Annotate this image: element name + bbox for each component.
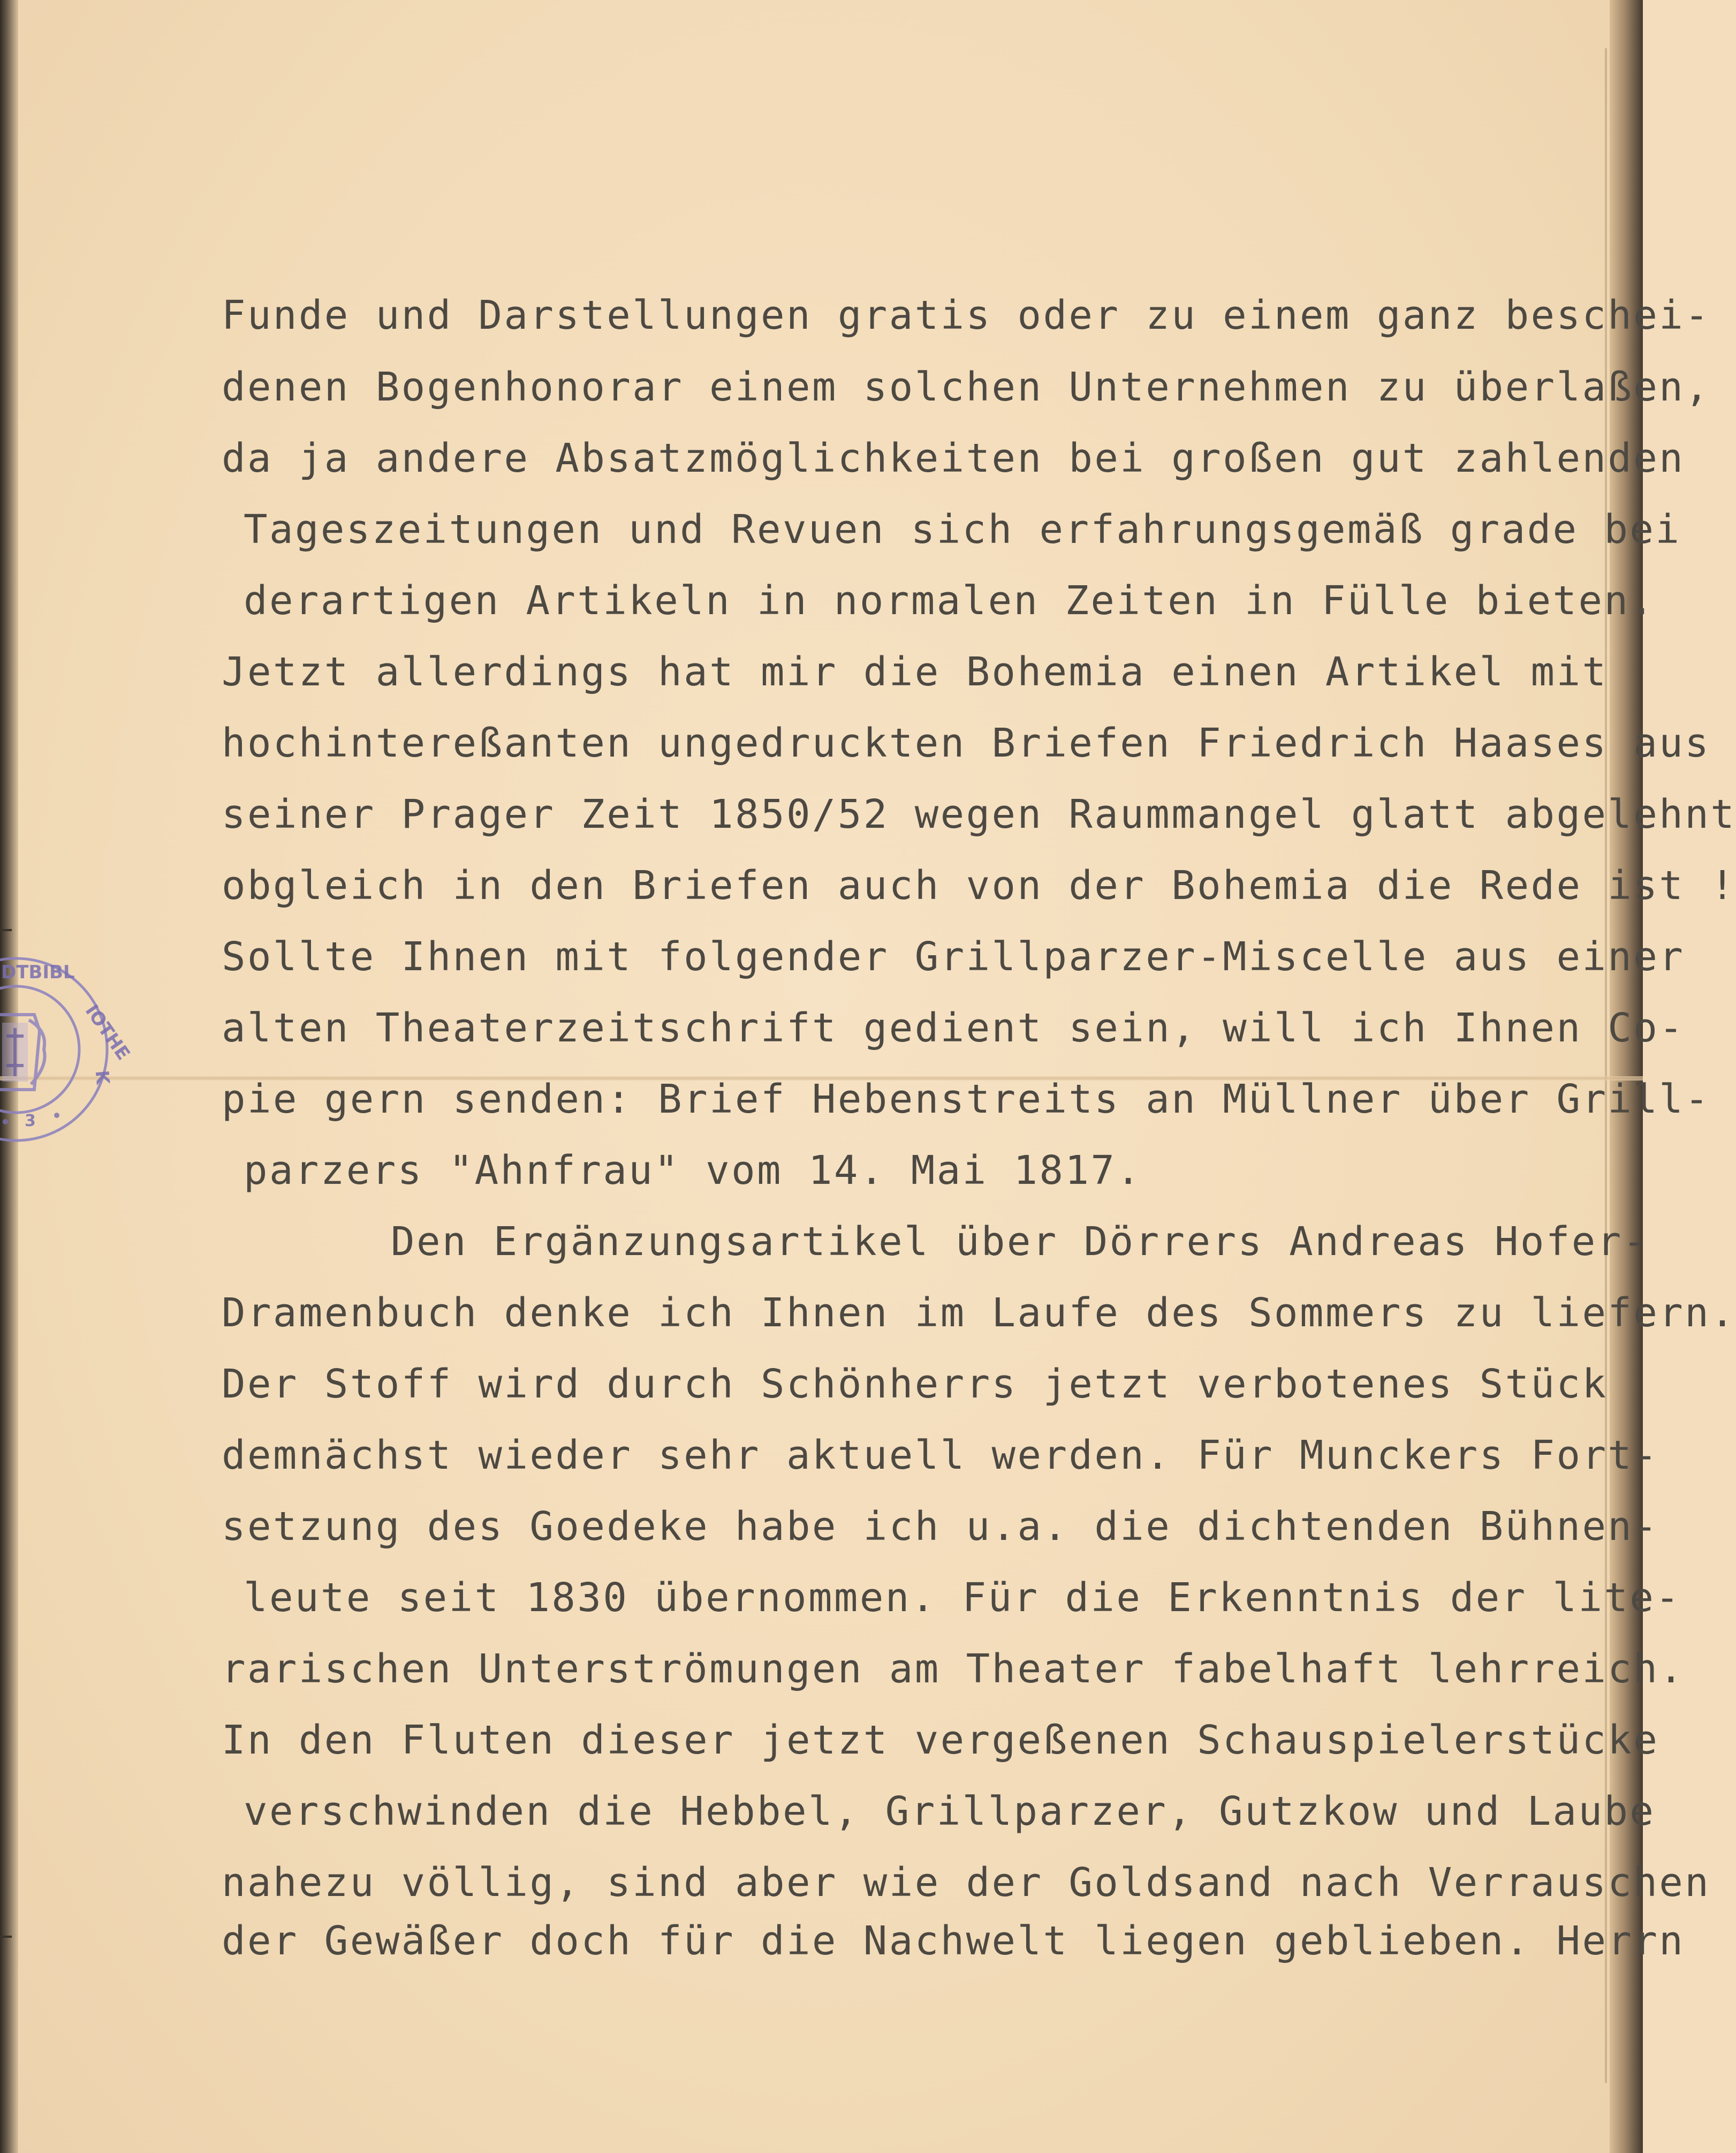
stamp-text-fragment-end: K [90, 1069, 113, 1086]
text-line: da ja andere Absatzmöglichkeiten bei großen gut zahlenden [222, 435, 1685, 481]
stamp-number: 3 [25, 1112, 36, 1130]
text-line: parzers "Ahnfrau" vom 14. Mai 1817. [244, 1147, 1142, 1193]
text-line: pie gern senden: Brief Hebenstreits an Müllner über Grill- [222, 1076, 1711, 1122]
text-line: alten Theaterzeitschrift gedient sein, will ich Ihnen Co- [222, 1005, 1685, 1051]
text-line: obgleich in den Briefen auch von der Bohemia die Rede ist ! [222, 863, 1736, 909]
text-line: seiner Prager Zeit 1850/52 wegen Raummangel glatt abgelehnt [222, 791, 1736, 837]
text-line: nahezu völlig, sind aber wie der Goldsand nach Verrauschen [222, 1860, 1711, 1906]
text-line: der Gewäßer doch für die Nachwelt liegen geblieben. Herrn [222, 1918, 1685, 1964]
text-line: rarischen Unterströmungen am Theater fabelhaft lehrreich. [222, 1646, 1685, 1692]
stamp-text-fragment-side: IOTHE [80, 1001, 134, 1064]
text-line: Dramenbuch denke ich Ihnen im Laufe des Sommers zu liefern. [222, 1290, 1736, 1336]
text-line: demnächst wieder sehr aktuell werden. Für Munckers Fort- [222, 1432, 1659, 1478]
text-line: In den Fluten dieser jetzt vergeßenen Schauspielerstücke [222, 1717, 1659, 1763]
text-line: Funde und Darstellungen gratis oder zu einem ganz beschei- [222, 292, 1711, 338]
text-line: hochintereßanten ungedruckten Briefen Friedrich Haases aus [222, 720, 1711, 766]
text-line: Tageszeitungen und Revuen sich erfahrungsgemäß grade bei [244, 507, 1681, 553]
text-line: leute seit 1830 übernommen. Für die Erkenntnis der lite- [244, 1575, 1681, 1621]
text-line: Den Ergänzungsartikel über Dörrers Andreas Hofer- [391, 1219, 1649, 1265]
text-line: derartigen Artikeln in normalen Zeiten in Fülle bieten. [244, 578, 1656, 624]
text-line: verschwinden die Hebbel, Grillparzer, Gutzkow und Laube [244, 1788, 1656, 1834]
text-line: Sollte Ihnen mit folgender Grillparzer-Miscelle aus einer [222, 934, 1685, 980]
text-line: Jetzt allerdings hat mir die Bohemia einen Artikel mit [222, 649, 1608, 695]
text-line: setzung des Goedeke habe ich u.a. die dichtenden Bühnen- [222, 1504, 1659, 1550]
stamp-text-fragment-top: DTBIBL [1, 962, 75, 983]
text-line: Der Stoff wird durch Schönherrs jetzt verbotenes Stück [222, 1361, 1608, 1407]
text-line: denen Bogenhonorar einem solchen Unternehmen zu überlaßen, [222, 364, 1711, 410]
